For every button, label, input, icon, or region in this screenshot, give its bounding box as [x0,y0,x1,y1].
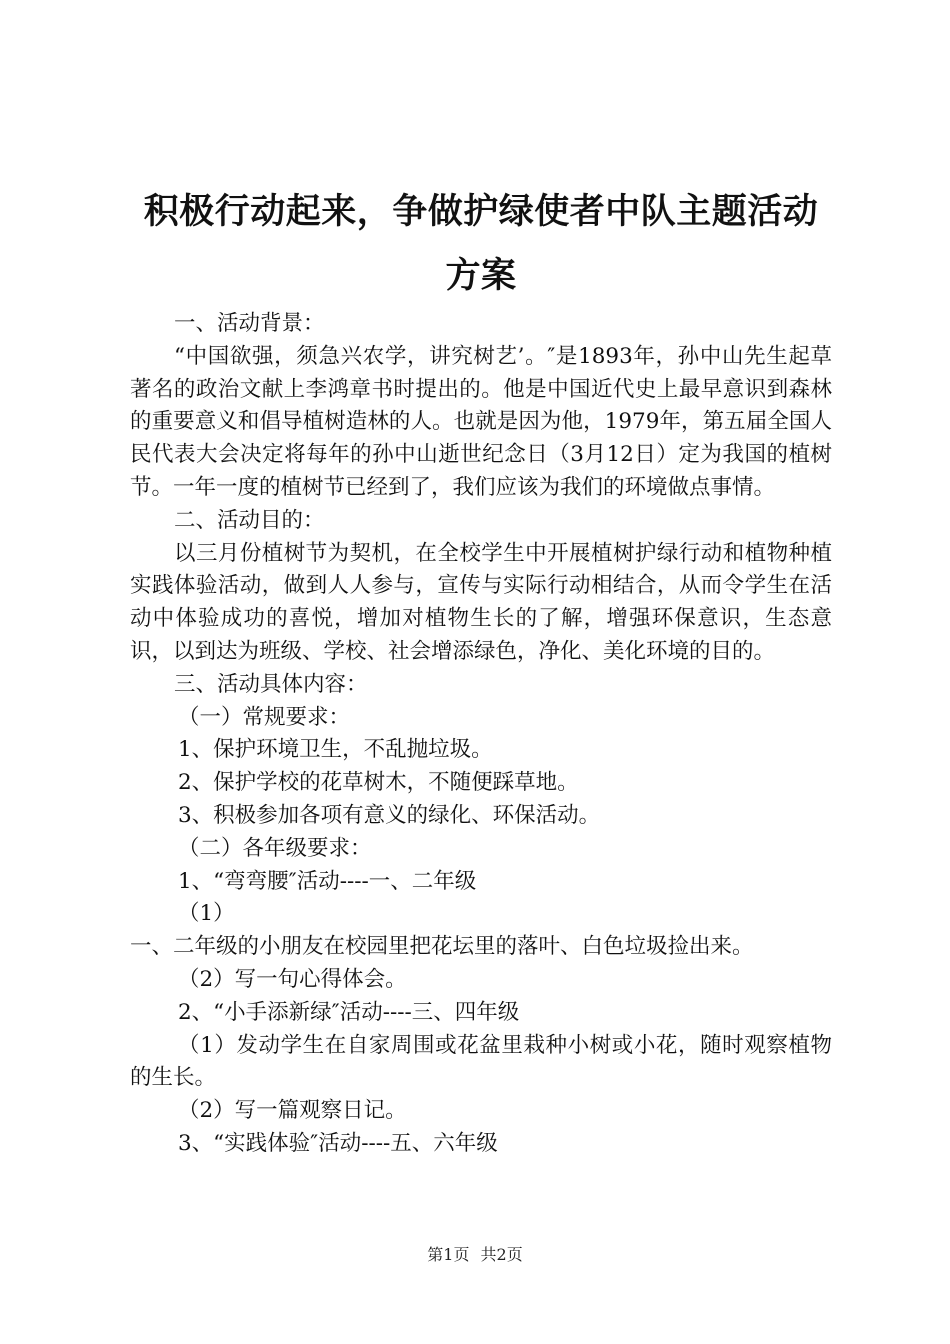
section-heading-background: 一、活动背景： [174,311,325,336]
list-item: （2）写一篇观察日记。 [178,1098,407,1124]
list-item: （1）发动学生在自家周围或花盆里栽种小树或小花，随时观察植物的生长。 [130,1032,832,1091]
section-heading-content: 三、活动具体内容： [174,671,368,697]
section-heading-purpose: 二、活动目的： [174,507,325,533]
list-item: （1） [178,901,235,927]
paragraph-background: “中国欲强，须急兴农学，讲究树艺’。″是1893年，孙中山先生起草著名的政治文献上李鸿章书时提出的。他是中国近代史上最早意识到森林的重要意义和倡导植树造林的人。也就是因为他，1979年，第五届全国人民代表大会决定将每年的孙中山逝世纪念日（3月12日）定为我国的植树节。一年一度的植树节已经到了，我们应该为我们的环境做点事情。 [130,343,832,500]
list-item: 2、“小手添新绿″活动----三、四年级 [178,999,520,1025]
document-title: 积极行动起来，争做护绿使者中队主题活动方案 [143,192,819,296]
document-body [130,308,832,1161]
page-footer [0,1242,950,1265]
page-number: 第1页 [427,1245,470,1264]
list-item: 2、保护学校的花草树木，不随便踩草地。 [178,770,579,796]
subsection-general: （一）常规要求： [178,704,351,730]
list-item: 3、“实践体验″活动----五、六年级 [178,1130,498,1156]
list-item: 1、“弯弯腰″活动----一、二年级 [178,868,477,894]
list-item: （2）写一句心得体会。 [178,966,407,992]
paragraph-purpose: 以三月份植树节为契机，在全校学生中开展植树护绿行动和植物种植实践体验活动，做到人人参与，宣传与实际行动相结合，从而令学生在活动中体验成功的喜悦，增加对植物生长的了解，增强环保意识，生态意识，以到达为班级、学校、社会增添绿色，净化、美化环境的目的。 [130,540,832,664]
paragraph: 一、二年级的小朋友在校园里把花坛里的落叶、白色垃圾捡出来。 [130,934,754,960]
subsection-grades: （二）各年级要求： [178,835,372,861]
page-total: 共2页 [480,1245,523,1264]
document-page [130,180,832,1161]
list-item: 1、保护环境卫生，不乱抛垃圾。 [178,737,493,763]
list-item: 3、积极参加各项有意义的绿化、环保活动。 [178,802,601,828]
